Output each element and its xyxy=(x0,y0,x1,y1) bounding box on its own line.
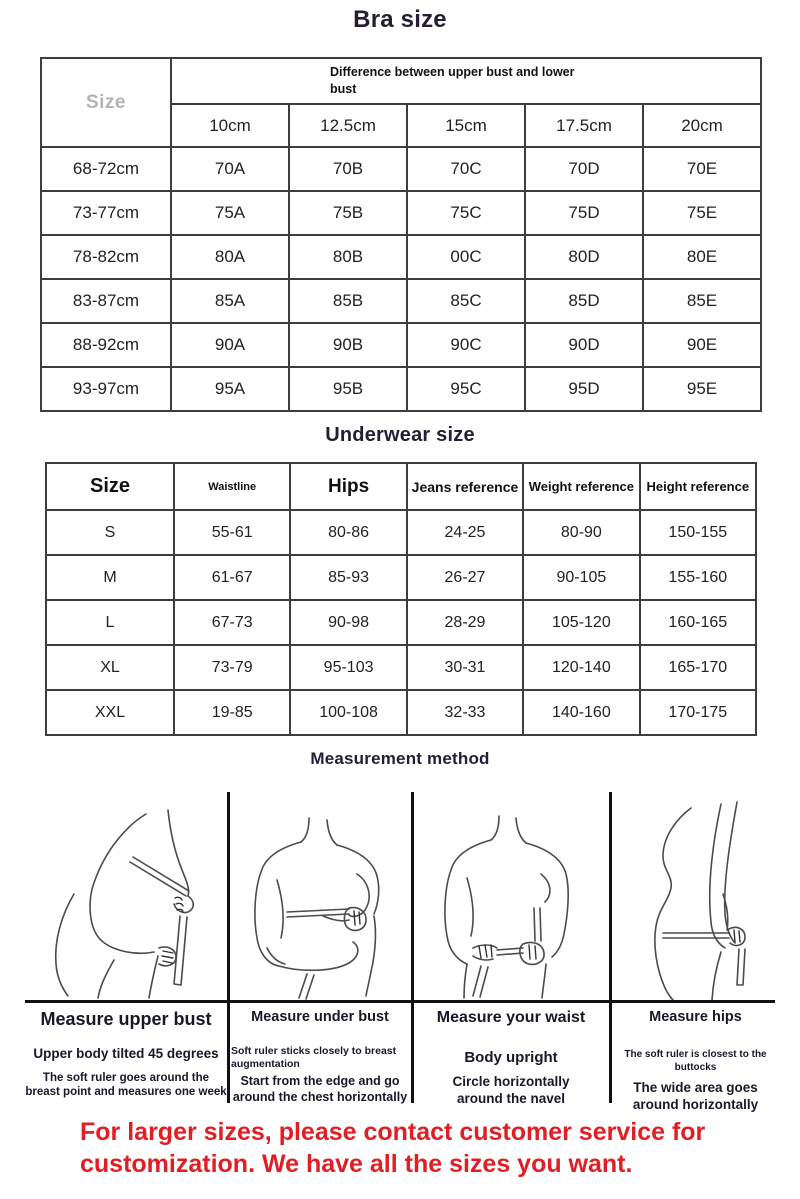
bra-size-cell: 75D xyxy=(525,191,643,235)
underwear-size-cell: 80-86 xyxy=(290,510,406,555)
caption-subheading: The soft ruler is closest to the buttocks xyxy=(624,1049,767,1073)
bra-size-cell: 80B xyxy=(289,235,407,279)
bra-size-cell: 75E xyxy=(643,191,761,235)
caption-measure-upper-bust xyxy=(25,1009,227,1100)
caption-measure-waist xyxy=(415,1009,607,1108)
bra-size-cell: 70A xyxy=(171,147,289,191)
underwear-table-row-label: XXL xyxy=(46,690,174,735)
caption-heading: Measure under bust xyxy=(251,1009,389,1025)
underwear-size-cell: 67-73 xyxy=(174,600,290,645)
bra-table-row-label: 78-82cm xyxy=(41,235,171,279)
underwear-size-cell: 32-33 xyxy=(407,690,523,735)
bra-size-cell: 85A xyxy=(171,279,289,323)
underwear-size-cell: 165-170 xyxy=(640,645,756,690)
caption-measure-hips xyxy=(613,1009,778,1114)
bra-size-cell: 95A xyxy=(171,367,289,411)
underwear-table-row xyxy=(46,600,756,645)
underwear-size-cell: 61-67 xyxy=(174,555,290,600)
underwear-size-cell: 170-175 xyxy=(640,690,756,735)
bra-size-cell: 90B xyxy=(289,323,407,367)
caption-divider xyxy=(25,1000,775,1003)
bra-size-cell: 95C xyxy=(407,367,525,411)
underwear-table-row-label: XL xyxy=(46,645,174,690)
figure-measure-under-bust-icon xyxy=(231,788,409,1000)
larger-sizes-note xyxy=(80,1116,750,1180)
underwear-size-cell: 73-79 xyxy=(174,645,290,690)
caption-detail: Circle horizontally around the navel xyxy=(452,1073,570,1106)
bra-size-cell: 80D xyxy=(525,235,643,279)
bra-table-row xyxy=(41,279,761,323)
bra-size-cell: 85B xyxy=(289,279,407,323)
bra-size-table xyxy=(40,57,762,412)
underwear-table-row xyxy=(46,555,756,600)
figure-measure-upper-bust-icon xyxy=(18,788,218,1000)
figure-measure-under-bust xyxy=(231,788,409,1000)
bra-size-cell: 80E xyxy=(643,235,761,279)
bra-merged-header-text: Difference between upper bust and lower bust xyxy=(330,65,575,96)
underwear-column-header-weight: Weight reference xyxy=(523,463,639,510)
underwear-column-header-hips: Hips xyxy=(290,463,406,510)
underwear-column-header-jeans: Jeans reference xyxy=(407,463,523,510)
bra-size-cell: 85E xyxy=(643,279,761,323)
bra-size-cell: 90C xyxy=(407,323,525,367)
underwear-table-row xyxy=(46,510,756,555)
underwear-size-cell: 80-90 xyxy=(523,510,639,555)
underwear-size-cell: 90-98 xyxy=(290,600,406,645)
underwear-size-table xyxy=(45,462,757,736)
bra-size-cell: 85D xyxy=(525,279,643,323)
underwear-column-header-waistline: Waistline xyxy=(174,463,290,510)
underwear-table-body xyxy=(46,510,756,735)
caption-subheading: Body upright xyxy=(464,1049,558,1066)
bra-size-cell: 75A xyxy=(171,191,289,235)
caption-heading: Measure your waist xyxy=(436,1009,586,1026)
bra-size-cell: 90E xyxy=(643,323,761,367)
underwear-size-cell: 160-165 xyxy=(640,600,756,645)
underwear-size-cell: 24-25 xyxy=(407,510,523,555)
underwear-table-row-label: S xyxy=(46,510,174,555)
underwear-size-cell: 55-61 xyxy=(174,510,290,555)
figure-divider xyxy=(609,792,612,1103)
underwear-table-row xyxy=(46,690,756,735)
bra-size-cell: 85C xyxy=(407,279,525,323)
bra-merged-header-cell xyxy=(171,58,761,104)
bra-table-row xyxy=(41,147,761,191)
bra-column-header: 17.5cm xyxy=(525,104,643,147)
figure-measure-upper-bust xyxy=(12,788,224,1000)
bra-table-body xyxy=(41,147,761,411)
underwear-column-header-size: Size xyxy=(46,463,174,510)
bra-size-cell: 90A xyxy=(171,323,289,367)
bra-size-cell: 95D xyxy=(525,367,643,411)
bra-size-cell: 75C xyxy=(407,191,525,235)
underwear-size-cell: 85-93 xyxy=(290,555,406,600)
bra-column-header: 15cm xyxy=(407,104,525,147)
underwear-size-cell: 90-105 xyxy=(523,555,639,600)
figure-measure-hips xyxy=(613,788,787,1000)
bra-size-cell: 70E xyxy=(643,147,761,191)
bra-table-row xyxy=(41,191,761,235)
underwear-size-cell: 120-140 xyxy=(523,645,639,690)
bra-size-cell: 90D xyxy=(525,323,643,367)
figure-divider xyxy=(227,792,230,1103)
bra-table-row xyxy=(41,323,761,367)
figure-measure-hips-icon xyxy=(613,788,787,1000)
bra-column-header: 10cm xyxy=(171,104,289,147)
underwear-size-title: Underwear size xyxy=(325,424,475,446)
bra-table-row-label: 93-97cm xyxy=(41,367,171,411)
bra-size-cell: 70D xyxy=(525,147,643,191)
bra-size-corner-label: Size xyxy=(41,58,171,147)
caption-heading: Measure upper bust xyxy=(40,1009,212,1029)
underwear-size-cell: 150-155 xyxy=(640,510,756,555)
bra-table-row xyxy=(41,235,761,279)
underwear-column-header-height: Height reference xyxy=(640,463,756,510)
bra-table-row-label: 73-77cm xyxy=(41,191,171,235)
caption-detail: The wide area goes around horizontally xyxy=(632,1080,759,1112)
underwear-size-cell: 155-160 xyxy=(640,555,756,600)
underwear-size-cell: 140-160 xyxy=(523,690,639,735)
measurement-method-title: Measurement method xyxy=(310,749,490,768)
caption-heading: Measure hips xyxy=(649,1009,742,1025)
bra-size-cell: 95E xyxy=(643,367,761,411)
bra-table-header-row-1 xyxy=(41,58,761,104)
bra-column-header: 20cm xyxy=(643,104,761,147)
bra-column-header: 12.5cm xyxy=(289,104,407,147)
underwear-size-cell: 30-31 xyxy=(407,645,523,690)
underwear-table-row xyxy=(46,645,756,690)
figure-divider xyxy=(411,792,414,1103)
bra-size-cell: 80A xyxy=(171,235,289,279)
larger-sizes-note-line: For larger sizes, please contact customer service for xyxy=(80,1118,706,1146)
figure-measure-waist xyxy=(415,788,607,1000)
larger-sizes-note-line: customization. We have all the sizes you want. xyxy=(80,1150,633,1178)
bra-table-row-label: 83-87cm xyxy=(41,279,171,323)
figure-measure-waist-icon xyxy=(415,788,607,1000)
bra-size-title: Bra size xyxy=(353,6,447,33)
bra-table-row-label: 68-72cm xyxy=(41,147,171,191)
underwear-size-cell: 100-108 xyxy=(290,690,406,735)
underwear-size-cell: 95-103 xyxy=(290,645,406,690)
bra-size-cell: 70C xyxy=(407,147,525,191)
bra-size-cell: 00C xyxy=(407,235,525,279)
caption-measure-under-bust xyxy=(231,1009,409,1106)
bra-size-cell: 70B xyxy=(289,147,407,191)
caption-subheading: Soft ruler sticks closely to breast augmentation xyxy=(231,1045,397,1071)
underwear-size-cell: 19-85 xyxy=(174,690,290,735)
caption-detail: The soft ruler goes around the breast point and measures one week xyxy=(25,1071,227,1099)
underwear-size-cell: 105-120 xyxy=(523,600,639,645)
caption-detail: Start from the edge and go around the chest horizontally xyxy=(232,1074,408,1104)
underwear-size-cell: 26-27 xyxy=(407,555,523,600)
bra-size-cell: 75B xyxy=(289,191,407,235)
underwear-table-header-row xyxy=(46,463,756,510)
underwear-size-cell: 28-29 xyxy=(407,600,523,645)
underwear-table-row-label: L xyxy=(46,600,174,645)
underwear-table-row-label: M xyxy=(46,555,174,600)
bra-table-row xyxy=(41,367,761,411)
caption-subheading: Upper body tilted 45 degrees xyxy=(33,1046,219,1061)
bra-size-cell: 95B xyxy=(289,367,407,411)
bra-table-row-label: 88-92cm xyxy=(41,323,171,367)
